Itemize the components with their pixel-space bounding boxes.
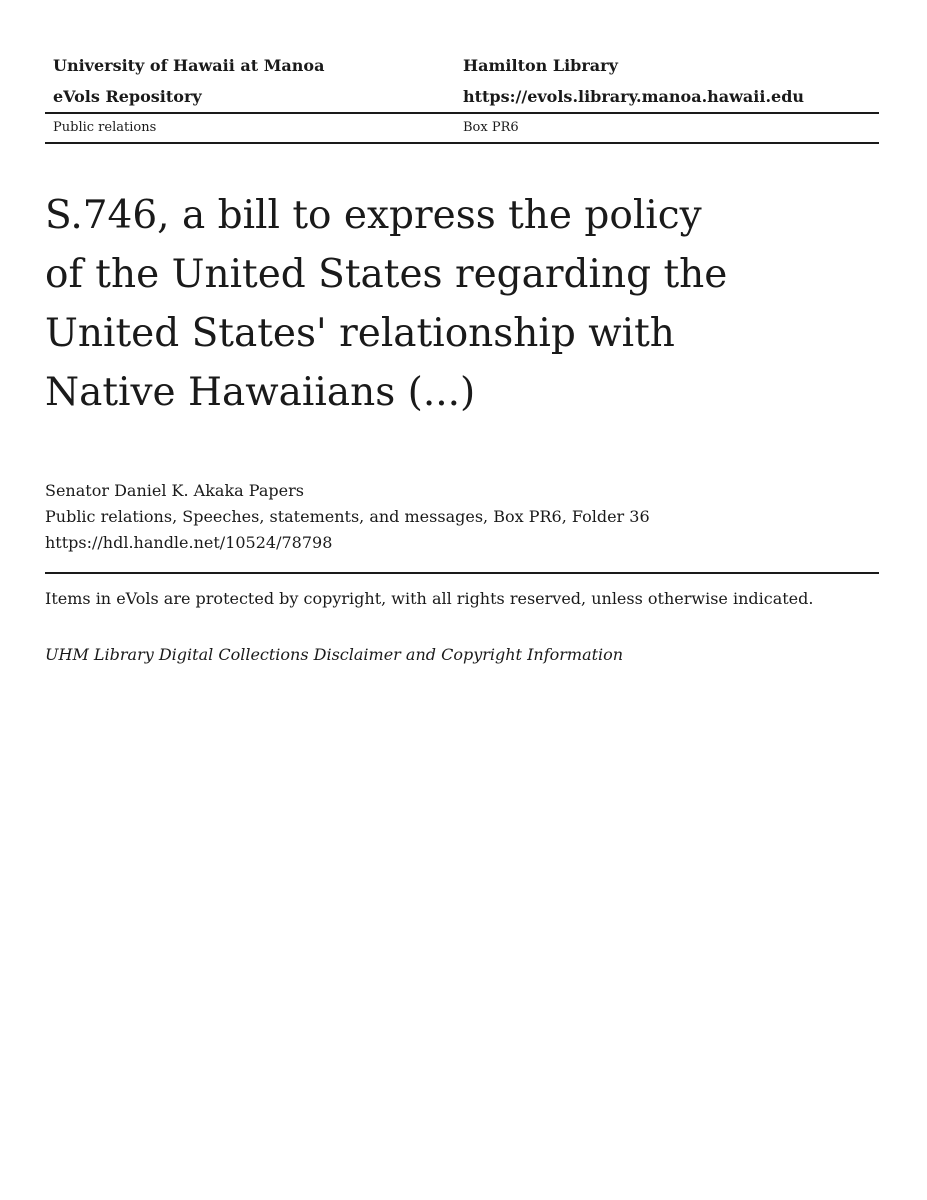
section-divider: [45, 572, 879, 574]
document-metadata: [45, 478, 879, 556]
box-label: Box PR6: [463, 120, 519, 135]
series-row: [45, 114, 879, 142]
series-label: Public relations: [53, 120, 157, 135]
header-rule-bottom: [45, 142, 879, 144]
header: [45, 50, 879, 144]
collection-name: Senator Daniel K. Akaka Papers: [45, 481, 304, 500]
library-name: Hamilton Library: [463, 56, 618, 75]
repository-name: eVols Repository: [53, 87, 202, 106]
handle-link[interactable]: https://hdl.handle.net/10524/78798: [45, 533, 333, 552]
repository-url: https://evols.library.manoa.hawaii.edu: [463, 87, 805, 106]
copyright-notice: Items in eVols are protected by copyright, with all rights reserved, unless otherwise indicated.: [45, 589, 814, 608]
folder-location: Public relations, Speeches, statements, and messages, Box PR6, Folder 36: [45, 507, 650, 526]
document-title: S.746, a bill to express the policy of the United States regarding the United States' relationship with Native Hawaiians (...): [45, 193, 728, 415]
institution-name: University of Hawaii at Manoa: [53, 56, 325, 75]
disclaimer-link[interactable]: UHM Library Digital Collections Disclaimer and Copyright Information: [45, 645, 624, 664]
header-row-bottom: [45, 81, 879, 112]
header-row-top: [45, 50, 879, 81]
